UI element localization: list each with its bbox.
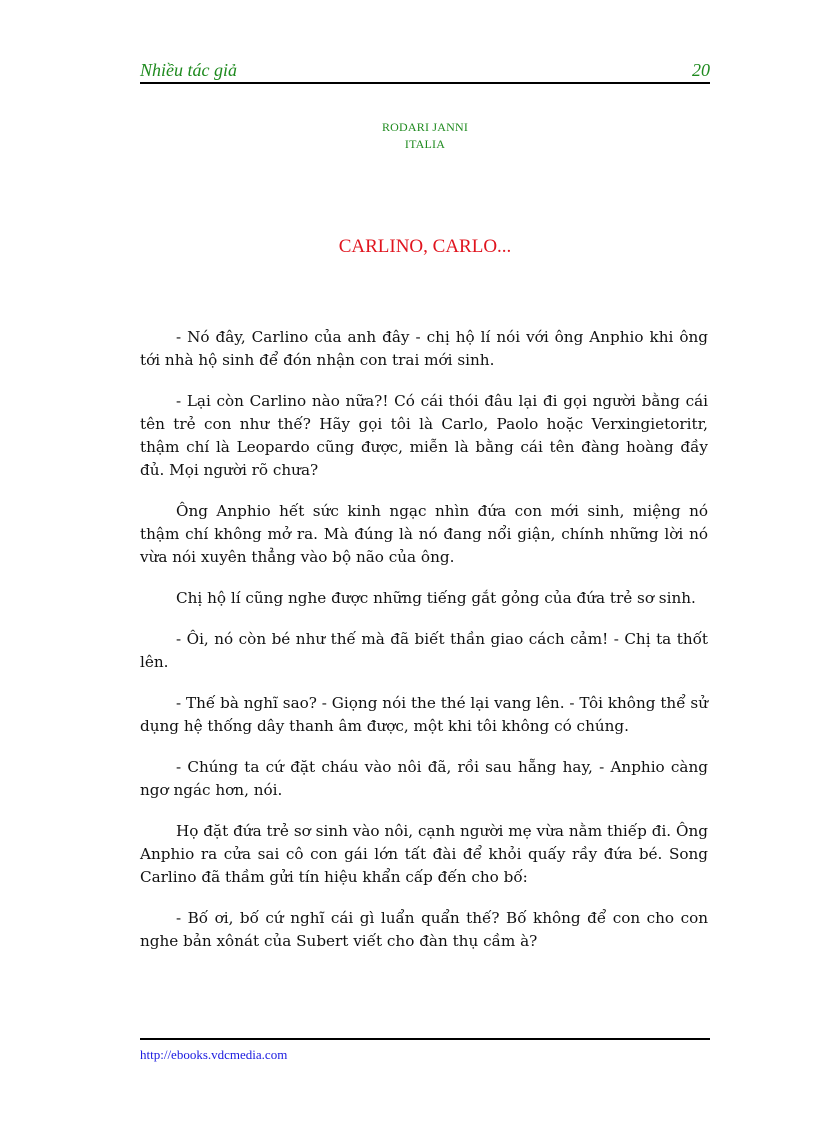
story-body <box>140 326 708 971</box>
paragraph: Ông Anphio hết sức kinh ngạc nhìn đứa con mới sinh, miệng nó thậm chí không mở ra. Mà đúng là nó đang nổi giận, chính những lời nó vừa nói xuyên thẳng vào bộ não của ông. <box>140 502 708 566</box>
paragraph: Chị hộ lí cũng nghe được những tiếng gắt gỏng của đứa trẻ sơ sinh. <box>176 589 696 607</box>
paragraph: - Nó đây, Carlino của anh đây - chị hộ lí nói với ông Anphio khi ông tới nhà hộ sinh để đón nhận con trai mới sinh. <box>140 328 708 369</box>
paragraph: - Chúng ta cứ đặt cháu vào nôi đã, rồi sau hẵng hay, - Anphio càng ngơ ngác hơn, nói. <box>140 758 708 799</box>
footer-divider <box>140 1038 710 1040</box>
paragraph: - Bố ơi, bố cứ nghĩ cái gì luẩn quẩn thế? Bố không để con cho con nghe bản xônát của Subert viết cho đàn thụ cầm à? <box>140 909 708 950</box>
paragraph: - Ôi, nó còn bé như thế mà đã biết thần giao cách cảm! - Chị ta thốt lên. <box>140 630 708 671</box>
book-author-label: Nhiều tác giả <box>140 60 237 80</box>
footer-link[interactable]: http://ebooks.vdcmedia.com <box>140 1047 288 1062</box>
story-title: CARLINO, CARLO... <box>338 236 512 257</box>
page-number: 20 <box>692 60 710 80</box>
page-header <box>140 60 710 84</box>
story-author: RODARI JANNI <box>381 120 469 134</box>
paragraph: - Lại còn Carlino nào nữa?! Có cái thói đâu lại đi gọi người bằng cái tên trẻ con như thế? Hãy gọi tôi là Carlo, Paolo hoặc Verxingietoritr, thậm chí là Leopardo cũng được, miễn là bằng cái tên đàng hoàng đầy đủ. Mọi người rõ chưa? <box>140 392 708 479</box>
paragraph: Họ đặt đứa trẻ sơ sinh vào nôi, cạnh người mẹ vừa nằm thiếp đi. Ông Anphio ra cửa sai cô con gái lớn tất đài để khỏi quấy rầy đứa bé. Song Carlino đã thầm gửi tín hiệu khẩn cấp đến cho bố: <box>140 822 708 886</box>
story-country: ITALIA <box>404 137 446 151</box>
paragraph: - Thế bà nghĩ sao? - Giọng nói the thé lại vang lên. - Tôi không thể sử dụng hệ thống dây thanh âm được, một khi tôi không có chúng. <box>140 694 708 735</box>
